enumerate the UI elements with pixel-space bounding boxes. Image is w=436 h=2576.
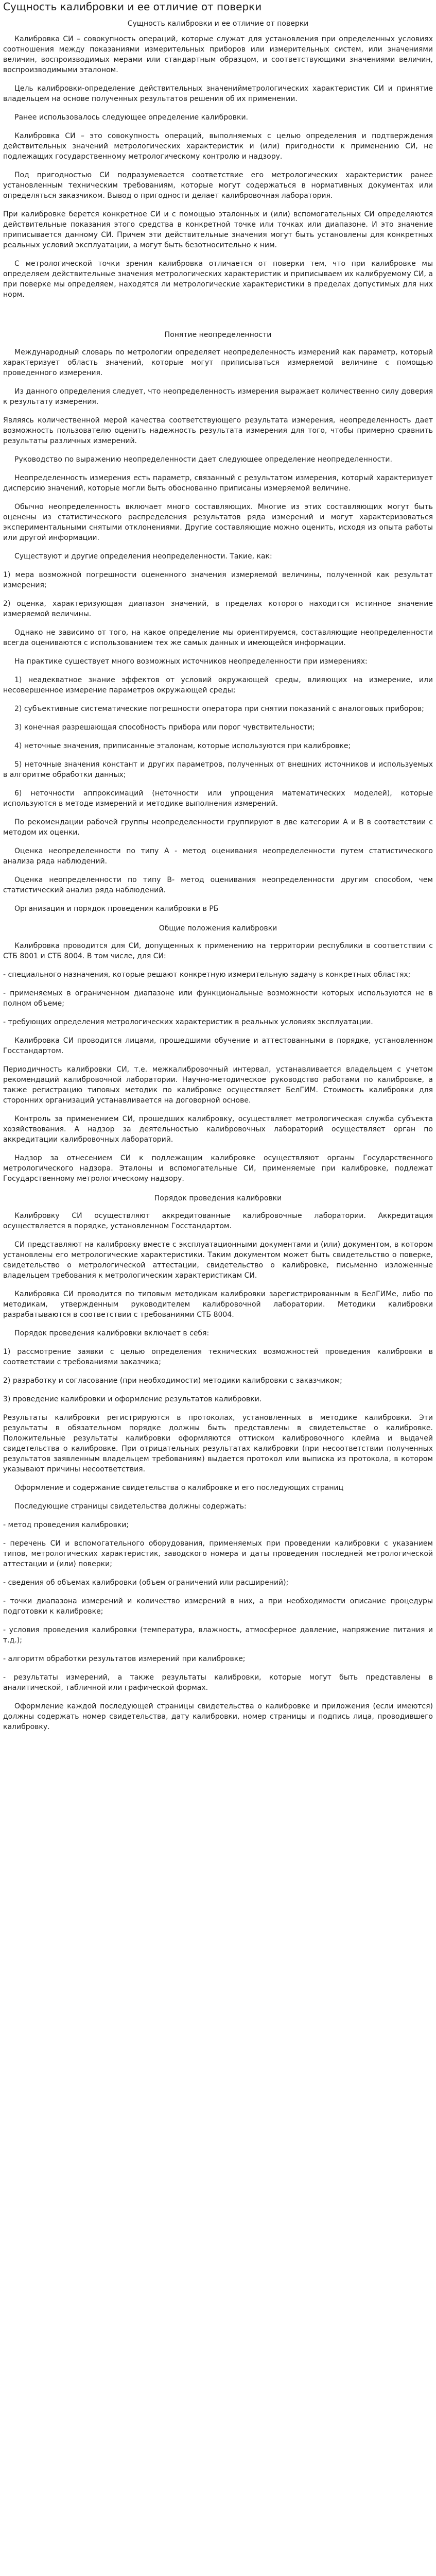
procedure-section bbox=[3, 1193, 433, 1732]
list-item: - условия проведения калибровки (температура, влажность, атмосферное давление, напряжение питания и т.д.); bbox=[3, 1626, 433, 1645]
list-item: - перечень СИ и вспомогательного оборудования, применяемых при проведении калибровки с указанием типов, метрологических характеристик, заводского номера и даты проведения последней метрологической аттестации и (или) поверки; bbox=[3, 1539, 433, 1568]
paragraph: Оценка неопределенности по типу А - метод оценивания неопределенности путем статистического анализа ряда наблюдений. bbox=[3, 847, 433, 866]
paragraph: Калибровка СИ проводится по типовым методикам калибровки зарегистрированным в БелГИМе, либо по методикам, утвержденным руководителем калибровочной лаборатории. Методики калибровки разрабатываются в соответствии с требованиями СТБ 8004. bbox=[3, 1290, 433, 1319]
paragraph: Оформление каждой последующей страницы свидетельства о калибровке и приложения (если имеются) должны содержать номер свидетельства, дату калибровки, номер страницы и подпись лица, проводившего калибровку. bbox=[3, 1702, 433, 1731]
list-item: 3) проведение калибровки и оформление результатов калибровки. bbox=[3, 1395, 262, 1403]
paragraph: Цель калибровки-определение действительных значенийметрологических характеристик СИ и принятие владельцем на основе полученных результатов решения об их применении. bbox=[3, 84, 433, 103]
paragraph: Однако не зависимо от того, на какое определение мы ориентируемся, составляющие неопределенности всегда оцениваются с использованием тех же самых данных и имеющейся информации. bbox=[3, 629, 433, 647]
list-item: 4) неточные значения, приписанные эталонам, которые используются при калибровке; bbox=[14, 742, 351, 750]
list-item: - результаты измерений, а также результаты калибровки, которые могут быть представлены в аналитической, табличной или графической формах. bbox=[3, 1673, 433, 1692]
section-heading: Порядок проведения калибровки bbox=[154, 1194, 282, 1202]
paragraph: СИ представляют на калибровку вместе с эксплуатационными документами и (или) документом, в котором установлены его метрологические характеристики. Таким документом может быть свидетельство о поверке, свидетельство о метрологической аттестации, свидетельство о калибровке, письменно изложенные владельцем требования к метрологическим характеристикам СИ. bbox=[3, 1241, 433, 1280]
paragraph: Существуют и другие определения неопределенности. Такие, как: bbox=[14, 552, 272, 561]
list-item: - точки диапазона измерений и количество измерений в них, а при необходимости описание процедуры подготовки к калибровке; bbox=[3, 1597, 433, 1616]
uncertainty-section bbox=[3, 330, 433, 914]
paragraph: По рекомендации рабочей группы неопределенности группируют в две категории А и В в соответствии с методом их оценки. bbox=[3, 818, 433, 837]
paragraph: Калибровка проводится для СИ, допущенных к применению на территории республики в соответствии с СТБ 8001 и СТБ 8004. В том числе, для СИ: bbox=[3, 942, 433, 960]
section-heading: Общие положения калибровки bbox=[159, 924, 277, 933]
paragraph: Обычно неопределенность включает много составляющих. Многие из этих составляющих могут быть оценены из статистического распределения результатов ряда измерений и могут характеризоваться экспериментальными снятыми отклонениями. Другие составляющие можно оценить, исходя из опыта работы или другой информации. bbox=[3, 503, 433, 542]
paragraph: На практике существует много возможных источников неопределенности при измерениях: bbox=[14, 657, 368, 666]
list-item: - сведения об объемах калибровки (объем ограничений или расширений); bbox=[3, 1579, 289, 1587]
paragraph: Оформление и содержание свидетельства о калибровке и его последующих страниц bbox=[14, 1484, 344, 1492]
list-item: 3) конечная разрешающая способность прибора или порог чувствительности; bbox=[14, 723, 315, 732]
paragraph: Надзор за отнесением СИ к подлежащим калибровке осуществляют органы Государственного метрологического надзора. Эталоны и вспомогательные СИ, применяемые при калибровке, подлежат Государственному метрологическому надзору. bbox=[3, 1154, 433, 1183]
list-item: 2) субъективные систематические погрешности оператора при снятии показаний с аналоговых приборов; bbox=[14, 705, 424, 713]
list-item: - специального назначения, которые решают конкретную измерительную задачу в конкретных областях; bbox=[3, 971, 411, 979]
paragraph: Периодичность калибровки СИ, т.е. межкалибровочный интервал, устанавливается владельцем с учетом рекомендаций калибровочной лаборатории. Научно-методическое руководство работами по калибровке, а также регистрацию типовых методик по калибровке осуществляет БелГИМ. Стоимость калибровки для сторонних организаций устанавливается на договорной основе. bbox=[3, 1065, 433, 1105]
paragraph: Являясь количественной мерой качества соответствующего результата измерения, неопределенность дает возможность пользователю оценить надежность результата измерения для того, чтобы примерно сравнить результаты различных измерений. bbox=[3, 416, 433, 445]
paragraph: Калибровка СИ проводится лицами, прошедшими обучение и аттестованными в порядке, установленном Госстандартом. bbox=[3, 1037, 433, 1055]
paragraph: Оценка неопределенности по типу В- метод оценивания неопределенности другим способом, чем статистический анализ ряда наблюдений. bbox=[3, 876, 433, 894]
list-item: 6) неточности аппроксимаций (неточности или упрощения математических моделей), которые используются в методе измерений и методике выполнения измерений. bbox=[3, 789, 433, 808]
paragraph: Калибровка СИ – совокупность операций, которые служат для установления при определенных условиях соотношения между показаниями измерительных приборов или измерительных систем, или значениями величин, воспроизводимых мерами или стандартным образцом, и соответствующими значениями величин, воспроизводимыми эталоном. bbox=[3, 35, 433, 74]
list-item: - алгоритм обработки результатов измерений при калибровке; bbox=[3, 1655, 246, 1663]
page-subtitle: Сущность калибровки и ее отличие от поверки bbox=[127, 20, 309, 28]
list-item: 1) неадекватное знание эффектов от условий окружающей среды, влияющих на измерение, или несовершенное измерение параметров окружающей среды; bbox=[3, 676, 433, 694]
list-item: 2) разработку и согласование (при необходимости) методики калибровки с заказчиком; bbox=[3, 1377, 342, 1385]
paragraph: Под пригодностью СИ подразумевается соответствие его метрологических характеристик ранее установленным техническим требованиям, которые могут содержаться в нормативных документах или определяться заказчиком. Вывод о пригодности делает калибровочная лаборатория. bbox=[3, 171, 433, 200]
paragraph: При калибровке берется конкретное СИ и с помощью эталонных и (или) вспомогательных СИ определяются действительные показания этого средства в конкретной точке или точках или диапазоне. И это значение приписывается данному СИ. Причем эти действительные значения могут быть установлены для конкретных реальных условий эксплуатации, а могут быть безотносительно к ним. bbox=[3, 210, 433, 249]
paragraph: Руководство по выражению неопределенности дает следующее определение неопределенности. bbox=[14, 455, 392, 464]
list-item: 1) мера возможной погрешности оцененного значения измеряемой величины, полученной как результат измерения; bbox=[3, 571, 433, 589]
list-item: 1) рассмотрение заявки с целью определения технических возможностей проведения калибровки в соответствии с требованиями заказчика; bbox=[3, 1348, 433, 1366]
paragraph: Из данного определения следует, что неопределенность измерения выражает количественно силу доверия к результату измерения. bbox=[3, 387, 433, 406]
paragraph: Последующие страницы свидетельства должны содержать: bbox=[14, 1502, 247, 1511]
list-item: 5) неточные значения констант и других параметров, полученных от внешних источников и используемых в алгоритме обработки данных; bbox=[3, 760, 433, 779]
intro-section bbox=[3, 34, 433, 300]
section-heading: Понятие неопределенности bbox=[164, 331, 272, 339]
paragraph: Калибровка СИ – это совокупность операций, выполняемых с целью определения и подтверждения действительных значений метрологических характеристик и (или) пригодности к применению СИ, не подлежащих государственному метрологическому контролю и надзору. bbox=[3, 132, 433, 161]
paragraph: Международный словарь по метрологии определяет неопределенность измерений как параметр, который характеризует область значений, которые могут приписываться измеряемой величине с помощью проведенного измерения. bbox=[3, 348, 433, 377]
paragraph: Неопределенность измерения есть параметр, связанный с результатом измерения, который характеризует дисперсию значений, которые могли быть обоснованно приписаны измеряемой величине. bbox=[3, 474, 433, 493]
paragraph: Порядок проведения калибровки включает в себя: bbox=[14, 1329, 210, 1337]
list-item: 2) оценка, характеризующая диапазон значений, в пределах которого находится истинное значение измеряемой величины. bbox=[3, 600, 433, 618]
list-item: - требующих определения метрологических характеристик в реальных условиях эксплуатации. bbox=[3, 1018, 373, 1026]
paragraph: С метрологической точки зрения калибровка отличается от поверки тем, что при калибровке мы определяем действительные значения метрологических характеристик и приписываем их калибруемому СИ, а при поверке мы определяем, находятся ли метрологические характеристики в пределах допустимых для них норм. bbox=[3, 260, 433, 299]
paragraph: Ранее использовалось следующее определение калибровки. bbox=[14, 113, 249, 122]
paragraph: Результаты калибровки регистрируются в протоколах, установленных в методике калибровки. Эти результаты в обязательном порядке должны быть представлены в свидетельстве о калибровке. Положительные результаты калибровки оформляются оттиском калибровочного клейма и выдачей свидетельства о калибровке. При отрицательных результатах калибровки (при несоответствии полученных результатов заявленным владельцем требованиям) выдается протокол или выписка из протокола, в котором указывают причины несоответствия. bbox=[3, 1414, 433, 1473]
general-section bbox=[3, 923, 433, 1184]
paragraph: Калибровку СИ осуществляют аккредитованные калибровочные лаборатории. Аккредитация осуществляется в порядке, установленном Госстандартом. bbox=[3, 1212, 433, 1230]
list-item: - метод проведения калибровки; bbox=[3, 1521, 129, 1529]
list-item: - применяемых в ограниченном диапазоне или функциональные возможности которых используются не в полном объеме; bbox=[3, 989, 433, 1008]
paragraph: Контроль за применением СИ, прошедших калибровку, осуществляет метрологическая служба субъекта хозяйствования. А надзор за деятельностью калибровочных лабораторий осуществляет орган по аккредитации калибровочных лабораторий. bbox=[3, 1115, 433, 1144]
page-title: Сущность калибровки и ее отличие от поверки bbox=[3, 1, 262, 13]
paragraph: Организация и порядок проведения калибровки в РБ bbox=[14, 905, 219, 913]
